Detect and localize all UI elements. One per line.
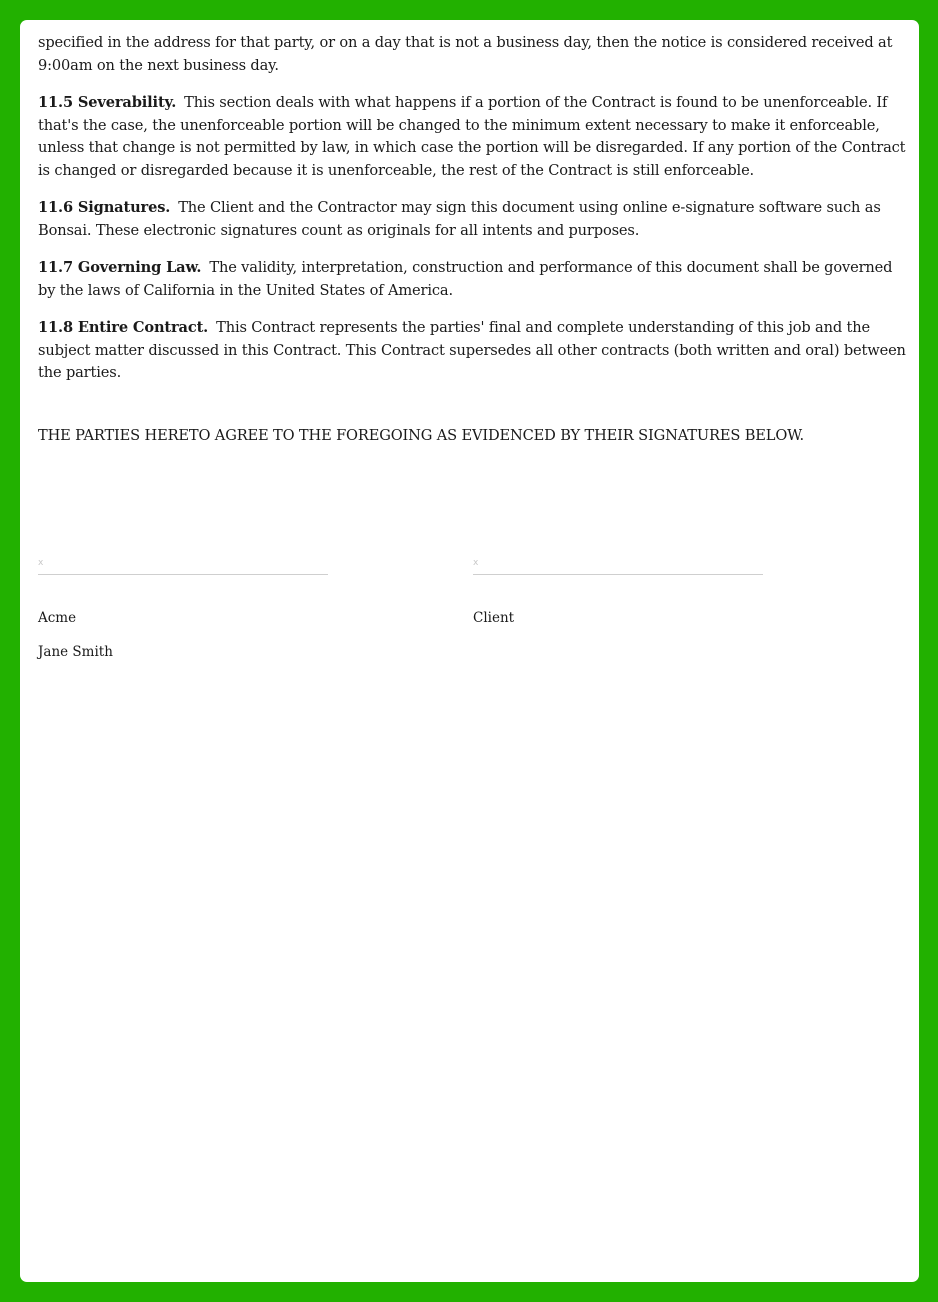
section-body: The validity, interpretation, construction and performance of this document shall be governed by the laws of California in the United States of America. xyxy=(38,259,893,299)
section-body: The Client and the Contractor may sign this document using online e-signature software such as Bonsai. These electronic signatures count as originals for all intents and purposes. xyxy=(38,199,881,239)
intro-paragraph: specified in the address for that party, or on a day that is not a business day, then the notice is considered received at 9:00am on the next business day. xyxy=(38,34,893,74)
agreement-statement: THE PARTIES HERETO AGREE TO THE FOREGOING AS EVIDENCED BY THEIR SIGNATURES BELOW. xyxy=(38,427,804,444)
contract-page xyxy=(20,20,919,1282)
contractor-company: Acme xyxy=(38,610,77,626)
signature-x-mark: x xyxy=(473,558,479,568)
section-heading: 11.7 Governing Law. xyxy=(38,259,202,276)
section-signatures xyxy=(38,197,910,242)
section-heading: 11.6 Signatures. xyxy=(38,199,171,216)
section-heading: 11.8 Entire Contract. xyxy=(38,319,209,336)
signature-x-mark: x xyxy=(38,558,44,568)
contractor-signature-block xyxy=(38,560,328,575)
contractor-signature-field[interactable] xyxy=(38,560,328,575)
client-signature-field[interactable] xyxy=(473,560,763,575)
contract-body xyxy=(38,32,910,400)
section-entire-contract xyxy=(38,317,910,385)
section-governing-law xyxy=(38,257,910,302)
section-body: This section deals with what happens if a portion of the Contract is found to be unenforceable. If that's the case, the unenforceable portion will be changed to the minimum extent necessary to make it enforceable, unless that change is not permitted by law, in which case the portion will be disregarded. If any portion of the Contract is changed or disregarded because it is unenforceable, the rest of the Contract is still enforceable. xyxy=(38,94,906,179)
contractor-signer-name: Jane Smith xyxy=(38,644,113,660)
section-severability xyxy=(38,92,910,182)
client-signature-block xyxy=(473,560,763,575)
section-heading: 11.5 Severability. xyxy=(38,94,177,111)
section-body: This Contract represents the parties' final and complete understanding of this job and the subject matter discussed in this Contract. This Contract supersedes all other contracts (both written and oral) between the parties. xyxy=(38,319,906,381)
client-company: Client xyxy=(473,610,515,626)
